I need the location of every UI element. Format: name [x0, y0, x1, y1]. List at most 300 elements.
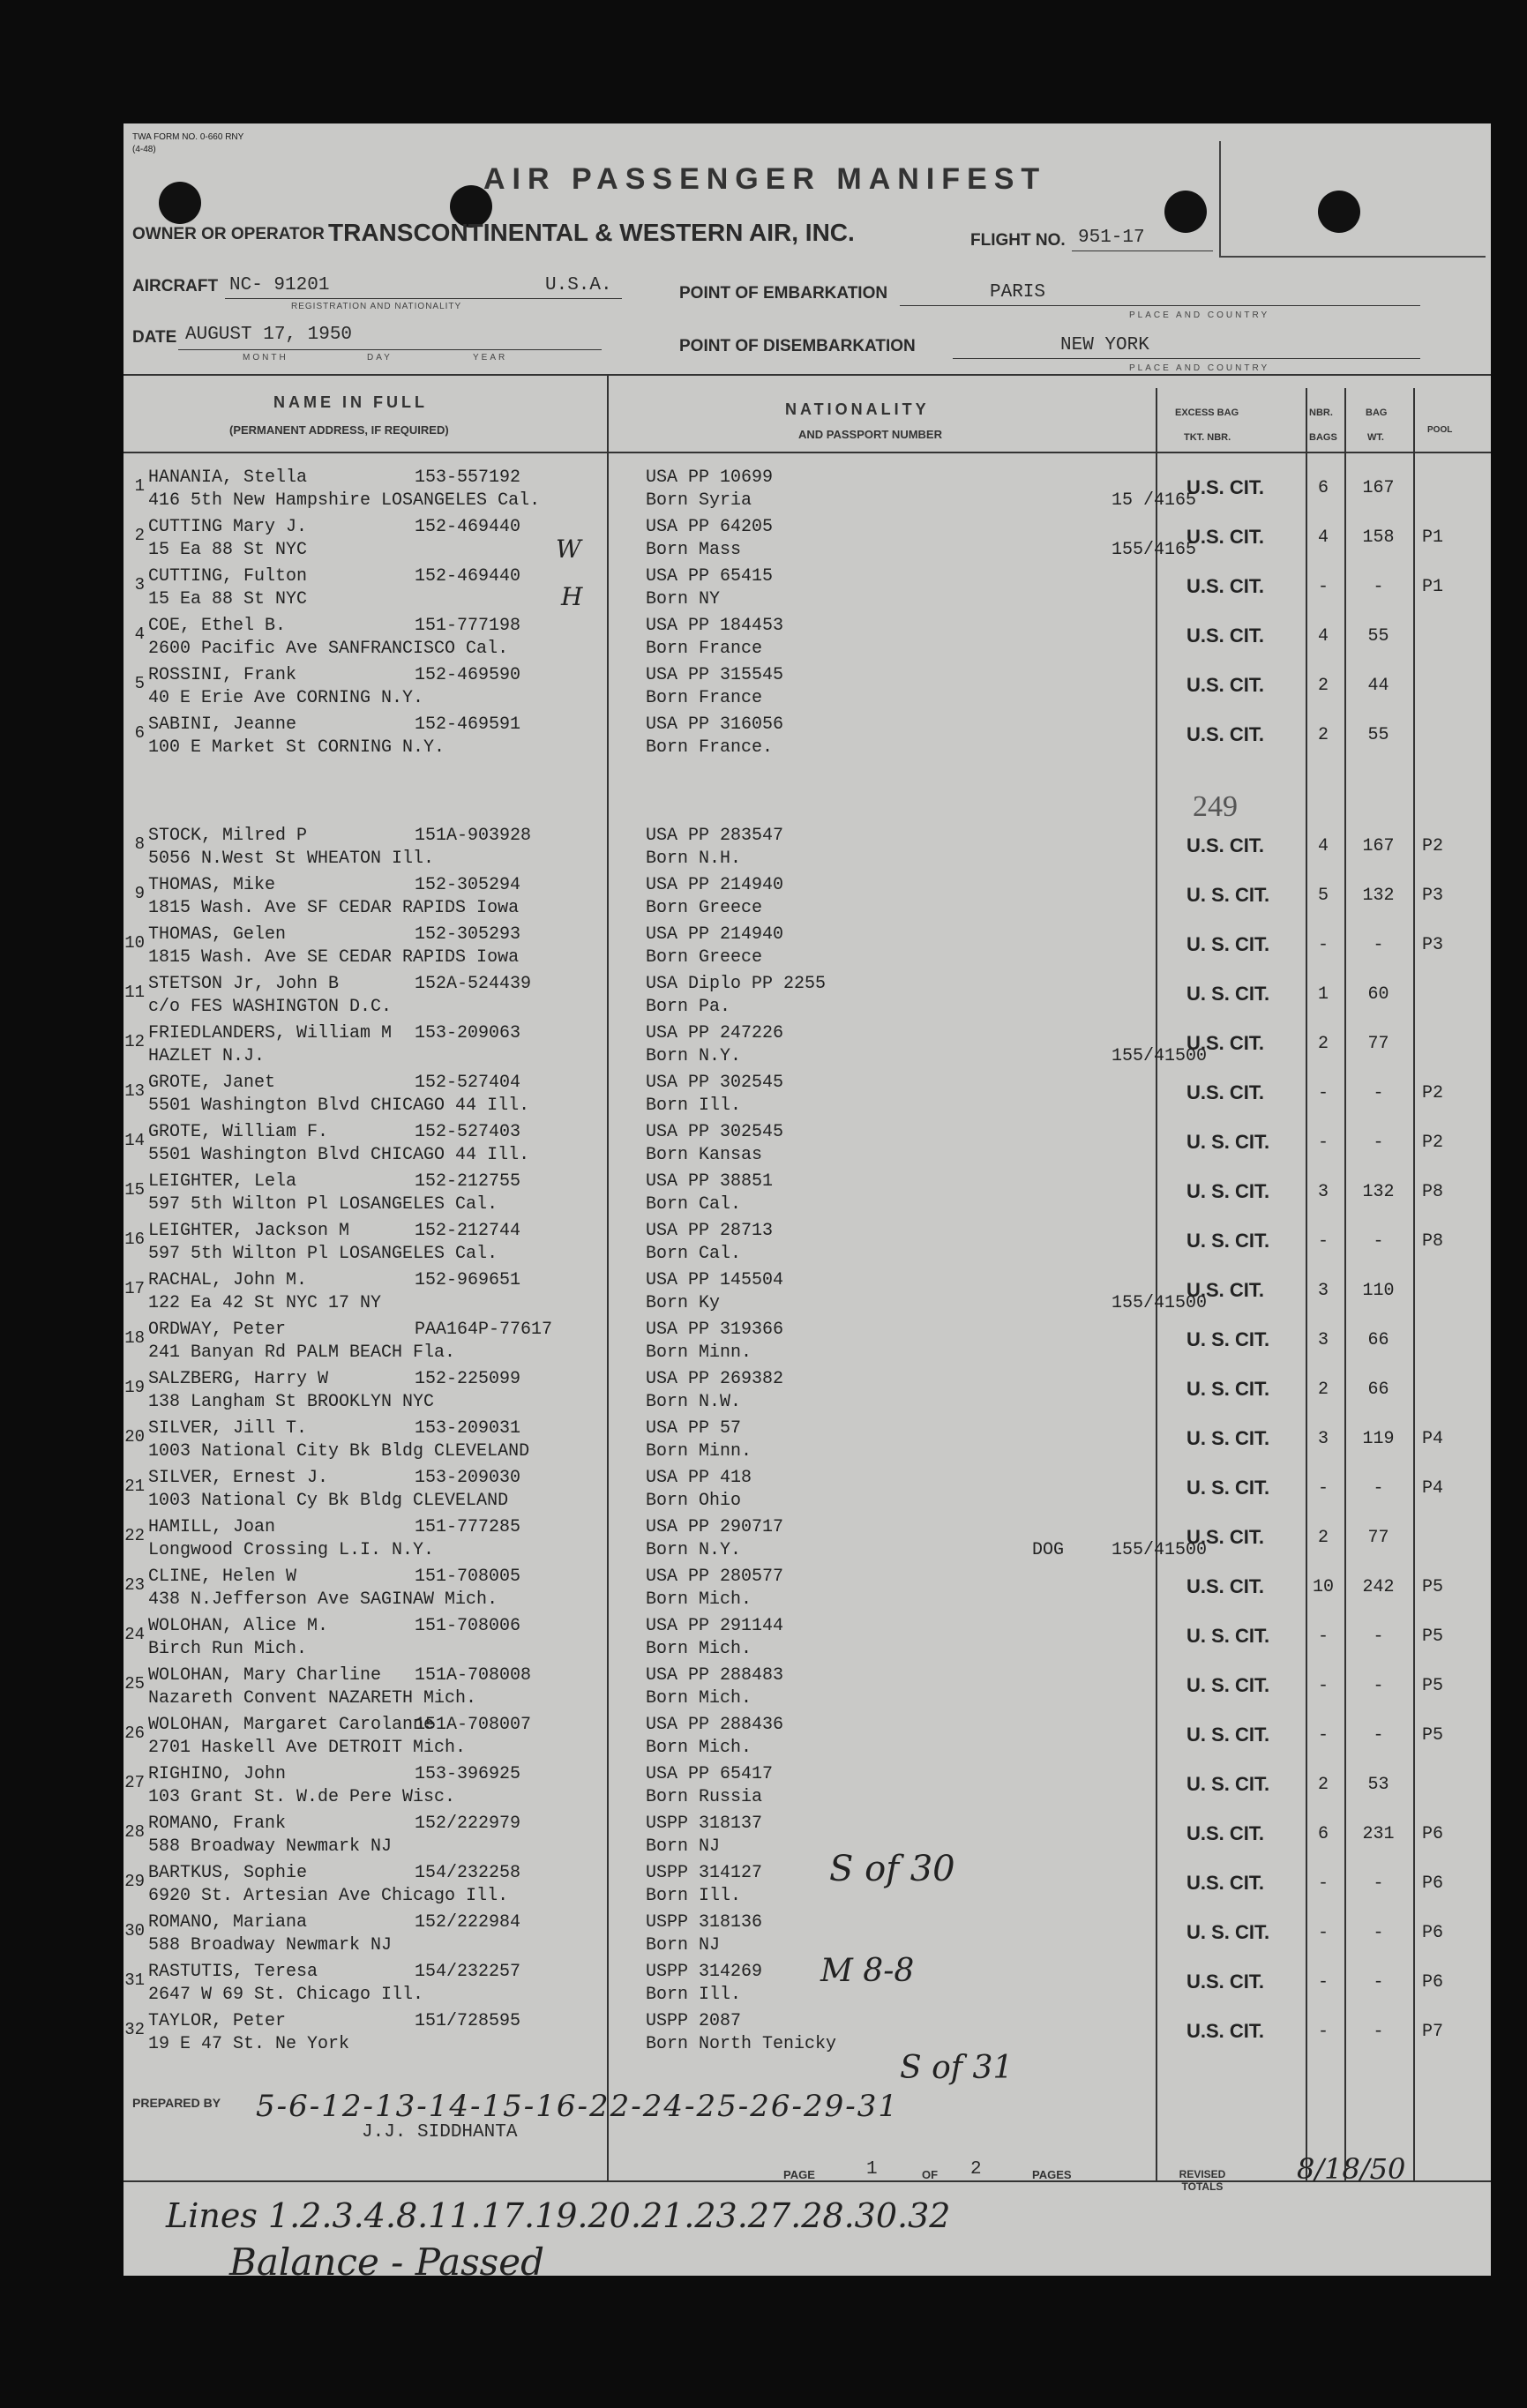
citizen-stamp: U.S. CIT. — [1186, 1032, 1265, 1054]
row-number: 20 — [124, 1427, 145, 1447]
table-row — [124, 711, 1491, 760]
passenger-name: LEIGHTER, Jackson M — [148, 1221, 350, 1241]
bag-weight: 132 — [1362, 1182, 1395, 1202]
bag-weight: - — [1373, 1725, 1384, 1746]
excess-ticket: 15 /4165 — [1112, 490, 1197, 511]
sequence-stamp: 249 — [1193, 790, 1238, 823]
table-row — [124, 1662, 1491, 1711]
table-row — [124, 1909, 1491, 1958]
passenger-address: 1003 National Cy Bk Bldg CLEVELAND — [148, 1491, 509, 1511]
passenger-address: 100 E Market St CORNING N.Y. — [148, 737, 445, 758]
passport: USA PP 65417 — [646, 1764, 774, 1784]
row-number: 9 — [134, 884, 145, 903]
form-number: TWA FORM NO. 0-660 RNY — [132, 132, 244, 142]
passenger-name: SABINI, Jeanne — [148, 714, 297, 735]
passenger-address: 597 5th Wilton Pl LOSANGELES Cal. — [148, 1244, 498, 1264]
table-row — [124, 1761, 1491, 1810]
table-row — [124, 464, 1491, 513]
pool-code: P8 — [1422, 1182, 1444, 1202]
row-number: 19 — [124, 1378, 145, 1397]
passenger-address: 15 Ea 88 St NYC — [148, 589, 308, 609]
passenger-address: 2600 Pacific Ave SANFRANCISCO Cal. — [148, 639, 509, 659]
passport: USA PP 247226 — [646, 1023, 784, 1043]
passport: USA PP 10699 — [646, 467, 774, 488]
bag-count: 6 — [1317, 1824, 1329, 1844]
ticket-id: PAA164P-77617 — [415, 1320, 553, 1340]
bag-count: 2 — [1317, 1034, 1329, 1054]
row-number: 24 — [124, 1625, 145, 1644]
date-hint-month: MONTH — [243, 353, 288, 363]
ticket-id: 152-225099 — [415, 1369, 521, 1389]
row-number: 16 — [124, 1230, 145, 1249]
citizen-stamp: U. S. CIT. — [1186, 1378, 1270, 1400]
birthplace: Born Mich. — [646, 1589, 752, 1610]
pool-code: P2 — [1422, 1133, 1444, 1153]
birthplace: Born Cal. — [646, 1194, 742, 1215]
birthplace: Born NJ — [646, 1935, 721, 1956]
revised-totals-label: REVISED TOTALS — [1179, 2168, 1226, 2193]
table-row — [124, 1563, 1491, 1612]
ticket-id: 152-469440 — [415, 566, 521, 587]
passport: USA PP 302545 — [646, 1073, 784, 1093]
stamp-box — [1219, 141, 1486, 258]
aircraft-label: AIRCRAFT — [132, 277, 219, 295]
bag-weight: 53 — [1367, 1775, 1389, 1795]
passenger-address: 438 N.Jefferson Ave SAGINAW Mich. — [148, 1589, 498, 1610]
birthplace: Born N.W. — [646, 1392, 742, 1412]
embark-value: PARIS — [990, 282, 1046, 303]
table-row — [124, 563, 1491, 612]
passenger-address: 138 Langham St BROOKLYN NYC — [148, 1392, 435, 1412]
owner-name: TRANSCONTINENTAL & WESTERN AIR, INC. — [328, 219, 855, 246]
date-underline — [178, 349, 602, 350]
birthplace: Born North Tenicky — [646, 2034, 837, 2054]
table-row — [124, 822, 1491, 871]
passenger-name: LEIGHTER, Lela — [148, 1171, 297, 1192]
table-top-rule — [124, 374, 1491, 376]
row-number: 5 — [134, 674, 145, 693]
bag-count: 2 — [1317, 676, 1329, 696]
bag-weight: - — [1373, 1972, 1384, 1993]
bag-weight: 66 — [1367, 1330, 1389, 1350]
ticket-id: 152-469591 — [415, 714, 521, 735]
passport: USA PP 291144 — [646, 1616, 784, 1636]
pool-code: P2 — [1422, 1083, 1444, 1103]
citizen-stamp: U.S. CIT. — [1186, 1971, 1265, 1993]
passenger-name: SALZBERG, Harry W — [148, 1369, 329, 1389]
birthplace: Born Pa. — [646, 997, 731, 1017]
birthplace: Born Mass — [646, 540, 742, 560]
passport: USA PP 184453 — [646, 616, 784, 636]
table-row — [124, 871, 1491, 921]
table-row — [124, 1069, 1491, 1118]
ticket-id: 151A-708007 — [415, 1715, 532, 1735]
passenger-address: HAZLET N.J. — [148, 1046, 266, 1066]
embark-underline — [900, 305, 1420, 306]
pages-label: PAGES — [1032, 2168, 1072, 2181]
birthplace: Born Russia — [646, 1787, 763, 1807]
page-total: 2 — [970, 2159, 982, 2180]
bag-weight: 66 — [1367, 1380, 1389, 1400]
birthplace: Born Mich. — [646, 1738, 752, 1758]
handwritten-lines-note: Lines 1.2.3.4.8.11.17.19.20.21.23.27.28.30.32 — [166, 2196, 951, 2235]
pool-code: P1 — [1422, 577, 1444, 597]
row-number: 18 — [124, 1328, 145, 1348]
bag-weight: - — [1373, 2022, 1384, 2042]
bag-count: - — [1317, 1478, 1329, 1499]
bag-weight: 44 — [1367, 676, 1389, 696]
passport: USA PP 269382 — [646, 1369, 784, 1389]
bag-count: - — [1317, 1083, 1329, 1103]
passenger-address: 15 Ea 88 St NYC — [148, 540, 308, 560]
row-number: 2 — [134, 526, 145, 545]
handwritten-balance-note: Balance - Passed — [229, 2240, 544, 2284]
birthplace: Born N.H. — [646, 849, 742, 869]
table-header-rule — [124, 452, 1491, 453]
passport: USPP 318136 — [646, 1912, 763, 1933]
citizen-stamp: U. S. CIT. — [1186, 1674, 1270, 1696]
birthplace: Born Mich. — [646, 1639, 752, 1659]
table-row — [124, 1612, 1491, 1662]
col-name-subheader: (PERMANENT ADDRESS, IF REQUIRED) — [229, 423, 449, 437]
row-number: 3 — [134, 575, 145, 595]
citizen-stamp: U.S. CIT. — [1186, 1872, 1265, 1894]
ticket-id: 154/232258 — [415, 1863, 521, 1883]
excess-ticket: 155/41500 — [1112, 1046, 1208, 1066]
passenger-name: GROTE, William F. — [148, 1122, 329, 1142]
pool-code: P5 — [1422, 1577, 1444, 1597]
passport: USA PP 418 — [646, 1468, 752, 1488]
pool-code: P4 — [1422, 1429, 1444, 1449]
citizen-stamp: U. S. CIT. — [1186, 1328, 1270, 1350]
ticket-id: 153-557192 — [415, 467, 521, 488]
citizen-stamp: U.S. CIT. — [1186, 1526, 1265, 1548]
birthplace: Born France. — [646, 737, 774, 758]
passenger-address: 6920 St. Artesian Ave Chicago Ill. — [148, 1886, 509, 1906]
ticket-id: 152-969651 — [415, 1270, 521, 1290]
ticket-id: 153-209031 — [415, 1418, 521, 1439]
bag-count: 3 — [1317, 1429, 1329, 1449]
row-number: 6 — [134, 723, 145, 743]
page-title: AIR PASSENGER MANIFEST — [483, 162, 1047, 196]
row-number: 27 — [124, 1773, 145, 1792]
table-row — [124, 1020, 1491, 1069]
passport: USA PP 57 — [646, 1418, 742, 1439]
page-number: 1 — [866, 2159, 878, 2180]
manifest-sheet — [124, 123, 1491, 2284]
bag-weight: 242 — [1362, 1577, 1395, 1597]
bag-count: 4 — [1317, 626, 1329, 647]
disembark-value: NEW YORK — [1060, 335, 1149, 355]
table-row — [124, 1118, 1491, 1168]
passenger-name: RACHAL, John M. — [148, 1270, 308, 1290]
bag-count: - — [1317, 2022, 1329, 2042]
passenger-name: STETSON Jr, John B — [148, 974, 340, 994]
citizen-stamp: U.S. CIT. — [1186, 526, 1265, 548]
birthplace: Born N.Y. — [646, 1540, 742, 1560]
date-hint-year: YEAR — [473, 353, 508, 363]
ticket-id: 152-527404 — [415, 1073, 521, 1093]
passport: USPP 314269 — [646, 1962, 763, 1982]
citizen-stamp: U.S. CIT. — [1186, 2020, 1265, 2042]
pool-code: P4 — [1422, 1478, 1444, 1499]
birthplace: Born Minn. — [646, 1342, 752, 1363]
row-number: 30 — [124, 1921, 145, 1941]
disembark-hint: PLACE AND COUNTRY — [1129, 363, 1270, 373]
passport: USPP 314127 — [646, 1863, 763, 1883]
bag-count: 6 — [1317, 478, 1329, 498]
bag-count: 4 — [1317, 836, 1329, 856]
table-row — [124, 1415, 1491, 1464]
table-row — [124, 970, 1491, 1020]
citizen-stamp: U. S. CIT. — [1186, 1477, 1270, 1499]
passenger-address: c/o FES WASHINGTON D.C. — [148, 997, 393, 1017]
row-number: 31 — [124, 1971, 145, 1990]
pool-code: P6 — [1422, 1972, 1444, 1993]
table-row — [124, 612, 1491, 662]
birthplace: Born France — [646, 639, 763, 659]
citizen-stamp: U. S. CIT. — [1186, 1625, 1270, 1647]
punch-hole-left — [159, 182, 201, 224]
ticket-id: 151-708005 — [415, 1567, 521, 1587]
citizen-stamp: U.S. CIT. — [1186, 1575, 1265, 1597]
ticket-id: 151/728595 — [415, 2011, 521, 2031]
bag-count: - — [1317, 1725, 1329, 1746]
of-label: OF — [922, 2168, 939, 2181]
bag-count: 4 — [1317, 527, 1329, 548]
handwritten-w-mark: W — [556, 535, 581, 564]
citizen-stamp: U. S. CIT. — [1186, 1773, 1270, 1795]
ticket-id: 153-209030 — [415, 1468, 521, 1488]
table-row — [124, 1810, 1491, 1859]
row-number: 10 — [124, 933, 145, 953]
bag-count: - — [1317, 1676, 1329, 1696]
ticket-id: 151-777198 — [415, 616, 521, 636]
passenger-address: 5056 N.West St WHEATON Ill. — [148, 849, 435, 869]
aircraft-underline — [225, 298, 622, 299]
col-nationality-header: NATIONALITY — [785, 400, 930, 418]
citizen-stamp: U. S. CIT. — [1186, 1724, 1270, 1746]
bag-weight: - — [1373, 577, 1384, 597]
aircraft-hint: REGISTRATION AND NATIONALITY — [291, 302, 462, 311]
row-number: 23 — [124, 1575, 145, 1595]
bag-weight: 119 — [1362, 1429, 1395, 1449]
ticket-id: 152-469590 — [415, 665, 521, 685]
passenger-name: CUTTING, Fulton — [148, 566, 308, 587]
passport: USA PP 315545 — [646, 665, 784, 685]
citizen-stamp: U.S. CIT. — [1186, 575, 1265, 597]
bag-count: 5 — [1317, 886, 1329, 906]
passenger-name: SILVER, Jill T. — [148, 1418, 308, 1439]
row-number: 12 — [124, 1032, 145, 1051]
bag-weight: - — [1373, 1923, 1384, 1943]
passenger-address: 588 Broadway Newmark NJ — [148, 1836, 393, 1857]
bag-weight: 55 — [1367, 725, 1389, 745]
bag-count: - — [1317, 1231, 1329, 1252]
ticket-id: 152-212744 — [415, 1221, 521, 1241]
passport: USA PP 302545 — [646, 1122, 784, 1142]
date-label: DATE — [132, 328, 177, 347]
flight-number: 951-17 — [1078, 228, 1145, 248]
bag-count: 2 — [1317, 725, 1329, 745]
table-row — [124, 1958, 1491, 2008]
passport: USA PP 145504 — [646, 1270, 784, 1290]
passport: USA PP 214940 — [646, 924, 784, 945]
table-row — [124, 1316, 1491, 1365]
bag-count: - — [1317, 1923, 1329, 1943]
col-bag-header: BAG — [1366, 408, 1388, 418]
passenger-name: ROMANO, Mariana — [148, 1912, 308, 1933]
ticket-id: 152-305293 — [415, 924, 521, 945]
embark-label: POINT OF EMBARKATION — [679, 284, 888, 303]
row-number: 32 — [124, 2020, 145, 2039]
aircraft-reg: NC- 91201 — [229, 275, 330, 295]
pool-code: P6 — [1422, 1873, 1444, 1894]
passenger-name: GROTE, Janet — [148, 1073, 276, 1093]
citizen-stamp: U. S. CIT. — [1186, 1427, 1270, 1449]
passenger-name: SILVER, Ernest J. — [148, 1468, 329, 1488]
passenger-address: 1815 Wash. Ave SF CEDAR RAPIDS Iowa — [148, 898, 520, 918]
bag-weight: - — [1373, 1083, 1384, 1103]
ticket-id: 152A-524439 — [415, 974, 532, 994]
row-number: 1 — [134, 476, 145, 496]
ticket-id: 152/222979 — [415, 1813, 521, 1834]
table-row — [124, 1514, 1491, 1563]
passenger-name: ROSSINI, Frank — [148, 665, 297, 685]
row-number: 29 — [124, 1872, 145, 1891]
citizen-stamp: U. S. CIT. — [1186, 1180, 1270, 1202]
passenger-name: STOCK, Milred P — [148, 826, 308, 846]
citizen-stamp: U.S. CIT. — [1186, 834, 1265, 856]
birthplace: Born Mich. — [646, 1688, 752, 1709]
citizen-stamp: U. S. CIT. — [1186, 1921, 1270, 1943]
birthplace: Born Kansas — [646, 1145, 763, 1165]
passenger-address: Longwood Crossing L.I. N.Y. — [148, 1540, 435, 1560]
passenger-name: WOLOHAN, Alice M. — [148, 1616, 329, 1636]
flight-label: FLIGHT NO. — [970, 231, 1066, 250]
row-number: 14 — [124, 1131, 145, 1150]
ticket-id: 151A-903928 — [415, 826, 532, 846]
citizen-stamp: U.S. CIT. — [1186, 624, 1265, 647]
row-number: 11 — [124, 983, 145, 1002]
aircraft-country: U.S.A. — [545, 275, 612, 295]
ticket-id: 153-396925 — [415, 1764, 521, 1784]
passenger-name: HANANIA, Stella — [148, 467, 308, 488]
bag-weight: 77 — [1367, 1528, 1389, 1548]
handwritten-note-m-8-8: M 8-8 — [820, 1953, 915, 1989]
pool-code: P3 — [1422, 886, 1444, 906]
birthplace: Born Ill. — [646, 1985, 742, 2005]
row-number: 4 — [134, 624, 145, 644]
passport: USA PP 288436 — [646, 1715, 784, 1735]
birthplace: Born Cal. — [646, 1244, 742, 1264]
excess-ticket: 155/41500 — [1112, 1293, 1208, 1313]
birthplace: Born Minn. — [646, 1441, 752, 1462]
bag-weight: 110 — [1362, 1281, 1395, 1301]
birthplace: Born Ky — [646, 1293, 721, 1313]
ticket-id: 151A-708008 — [415, 1665, 532, 1686]
ticket-id: 151-708006 — [415, 1616, 521, 1636]
passenger-name: RASTUTIS, Teresa — [148, 1962, 318, 1982]
excess-ticket: 155/41500 — [1112, 1540, 1208, 1560]
bag-weight: - — [1373, 1478, 1384, 1499]
passport: USA PP 28713 — [646, 1221, 774, 1241]
passenger-name: WOLOHAN, Margaret Carolanne — [148, 1715, 435, 1735]
bag-weight: - — [1373, 1873, 1384, 1894]
bag-count: - — [1317, 1873, 1329, 1894]
date-hint-day: DAY — [367, 353, 393, 363]
passenger-address: 40 E Erie Ave CORNING N.Y. — [148, 688, 424, 708]
bag-count: - — [1317, 1627, 1329, 1647]
bag-weight: - — [1373, 1133, 1384, 1153]
citizen-stamp: U.S. CIT. — [1186, 476, 1265, 498]
passport: USA PP 38851 — [646, 1171, 774, 1192]
pool-code: P5 — [1422, 1627, 1444, 1647]
row-number: 15 — [124, 1180, 145, 1200]
birthplace: Born Ill. — [646, 1096, 742, 1116]
col-name-header: NAME IN FULL — [273, 393, 428, 411]
birthplace: Born Ohio — [646, 1491, 742, 1511]
handwritten-line-list-bottom: 5-6-12-13-14-15-16-22-24-25-26-29-31 — [256, 2089, 900, 2124]
bag-count: - — [1317, 1133, 1329, 1153]
pool-code: P6 — [1422, 1824, 1444, 1844]
table-row — [124, 1711, 1491, 1761]
passenger-address: 19 E 47 St. Ne York — [148, 2034, 350, 2054]
passenger-name: THOMAS, Mike — [148, 875, 276, 895]
bag-weight: - — [1373, 1676, 1384, 1696]
passenger-name: THOMAS, Gelen — [148, 924, 287, 945]
table-row — [124, 1217, 1491, 1267]
col-excess-header: EXCESS BAG — [1175, 408, 1239, 418]
citizen-stamp: U. S. CIT. — [1186, 933, 1270, 955]
ticket-id: 152-212755 — [415, 1171, 521, 1192]
table-row — [124, 1168, 1491, 1217]
citizen-stamp: U.S. CIT. — [1186, 1822, 1265, 1844]
passport: USPP 2087 — [646, 2011, 742, 2031]
ticket-id: 151-777285 — [415, 1517, 521, 1537]
passport: USA PP 283547 — [646, 826, 784, 846]
bag-count: - — [1317, 577, 1329, 597]
bag-count: 2 — [1317, 1775, 1329, 1795]
row-number: 13 — [124, 1081, 145, 1101]
handwritten-date: 8/18/50 — [1297, 2152, 1406, 2186]
birthplace: Born N.Y. — [646, 1046, 742, 1066]
bag-count: - — [1317, 935, 1329, 955]
row-number: 21 — [124, 1477, 145, 1496]
passenger-name: COE, Ethel B. — [148, 616, 287, 636]
passport: USA PP 290717 — [646, 1517, 784, 1537]
bag-weight: 231 — [1362, 1824, 1395, 1844]
ticket-id: 152-305294 — [415, 875, 521, 895]
passport: USA PP 288483 — [646, 1665, 784, 1686]
table-row — [124, 662, 1491, 711]
citizen-stamp: U. S. CIT. — [1186, 983, 1270, 1005]
passenger-address: 5501 Washington Blvd CHICAGO 44 Ill. — [148, 1096, 530, 1116]
row-number: 25 — [124, 1674, 145, 1694]
punch-hole-right — [1164, 191, 1207, 233]
excess-ticket: 155/4165 — [1112, 540, 1197, 560]
pool-code: P6 — [1422, 1923, 1444, 1943]
birthplace: Born NY — [646, 589, 721, 609]
passport: USA Diplo PP 2255 — [646, 974, 827, 994]
passenger-address: 241 Banyan Rd PALM BEACH Fla. — [148, 1342, 456, 1363]
ticket-id: 154/232257 — [415, 1962, 521, 1982]
bag-count: 2 — [1317, 1380, 1329, 1400]
handwritten-note-s-of-30: S of 30 — [829, 1849, 955, 1889]
prepared-by-label: PREPARED BY — [132, 2096, 221, 2110]
bag-weight: 167 — [1362, 836, 1395, 856]
passport: USA PP 280577 — [646, 1567, 784, 1587]
